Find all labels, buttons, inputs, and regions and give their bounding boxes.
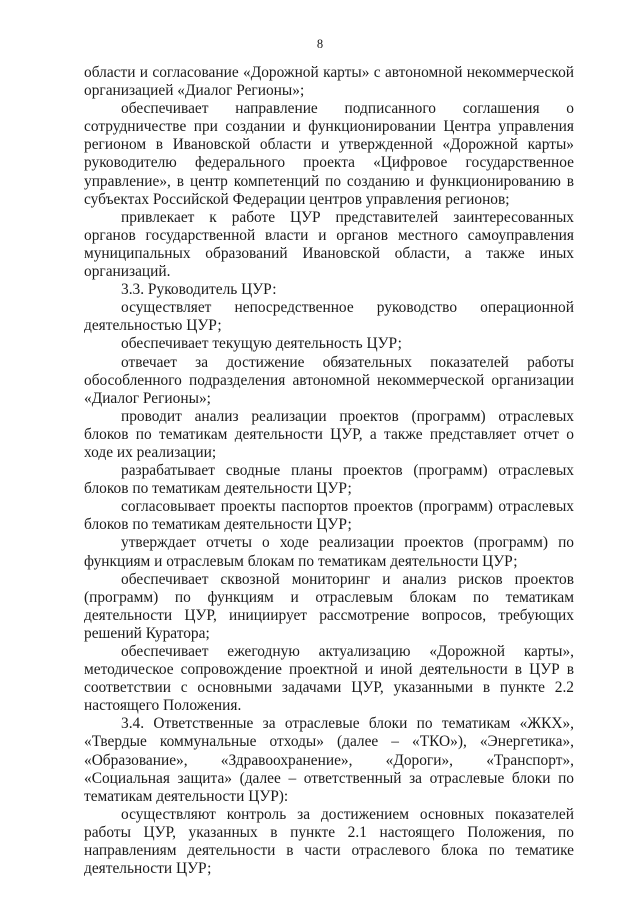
paragraph: привлекает к работе ЦУР представителей заинтересованных органов государственной власти и органов местного самоуправления муниципальных образований Ивановской области, а также иных организаций. (84, 208, 574, 281)
paragraph: осуществляет непосредственное руководство операционной деятельностью ЦУР; (84, 299, 574, 335)
page-number: 8 (316, 37, 324, 51)
section-heading: 3.3. Руководитель ЦУР: (121, 281, 277, 299)
paragraph: обеспечивает направление подписанного соглашения о сотрудничестве при создании и функционировании Центра управления регионом в Ивановской области и утвержденной «Дорожной карты» руководителю федерального проекта «Цифровое государственное управление», в центр компетенций по созданию и функционированию в субъектах Российской Федерации центров управления регионов; (84, 100, 574, 208)
paragraph: проводит анализ реализации проектов (программ) отраслевых блоков по тематикам деятельности ЦУР, а также представляет отчет о ходе их реализации; (84, 407, 574, 461)
paragraph: утверждает отчеты о ходе реализации проектов (программ) по функциям и отраслевым блокам по тематикам деятельности ЦУР; (84, 534, 574, 570)
section-heading: 3.4. Ответственные за отраслевые блоки по тематикам «ЖКХ», «Твердые коммунальные отходы» (далее – «ТКО»), «Энергетика», «Образование», «Здравоохранение», «Дороги», «Транспорт», «Социальная защита» (далее – ответственный за отраслевые блоки по тематикам деятельности ЦУР): (84, 715, 574, 805)
paragraph: согласовывает проекты паспортов проектов (программ) отраслевых блоков по тематикам деятельности ЦУР; (84, 498, 574, 534)
paragraph: разрабатывает сводные планы проектов (программ) отраслевых блоков по тематикам деятельности ЦУР; (84, 462, 574, 498)
paragraph: обеспечивает ежегодную актуализацию «Дорожной карты», методическое сопровождение проектной и иной деятельности в ЦУР в соответствии с основными задачами ЦУР, указанными в пункте 2.2 настоящего Положения. (84, 643, 574, 715)
paragraph: области и согласование «Дорожной карты» с автономной некоммерческой организацией «Диалог Регионы»; (84, 64, 574, 100)
paragraph: отвечает за достижение обязательных показателей работы обособленного подразделения автономной некоммерческой организации «Диалог Регионы»; (84, 353, 574, 407)
paragraph: обеспечивает сквозной мониторинг и анализ рисков проектов (программ) по функциям и отраслевым блокам по тематикам деятельности ЦУР, инициирует рассмотрение вопросов, требующих решений Куратора; (84, 570, 574, 642)
paragraph: осуществляют контроль за достижением основных показателей работы ЦУР, указанных в пункте 2.1 настоящего Положения, по направлениям деятельности в части отраслевого блока по тематике деятельности ЦУР; (84, 805, 574, 878)
paragraph: обеспечивает текущую деятельность ЦУР; (121, 335, 402, 353)
document-body (84, 64, 574, 878)
